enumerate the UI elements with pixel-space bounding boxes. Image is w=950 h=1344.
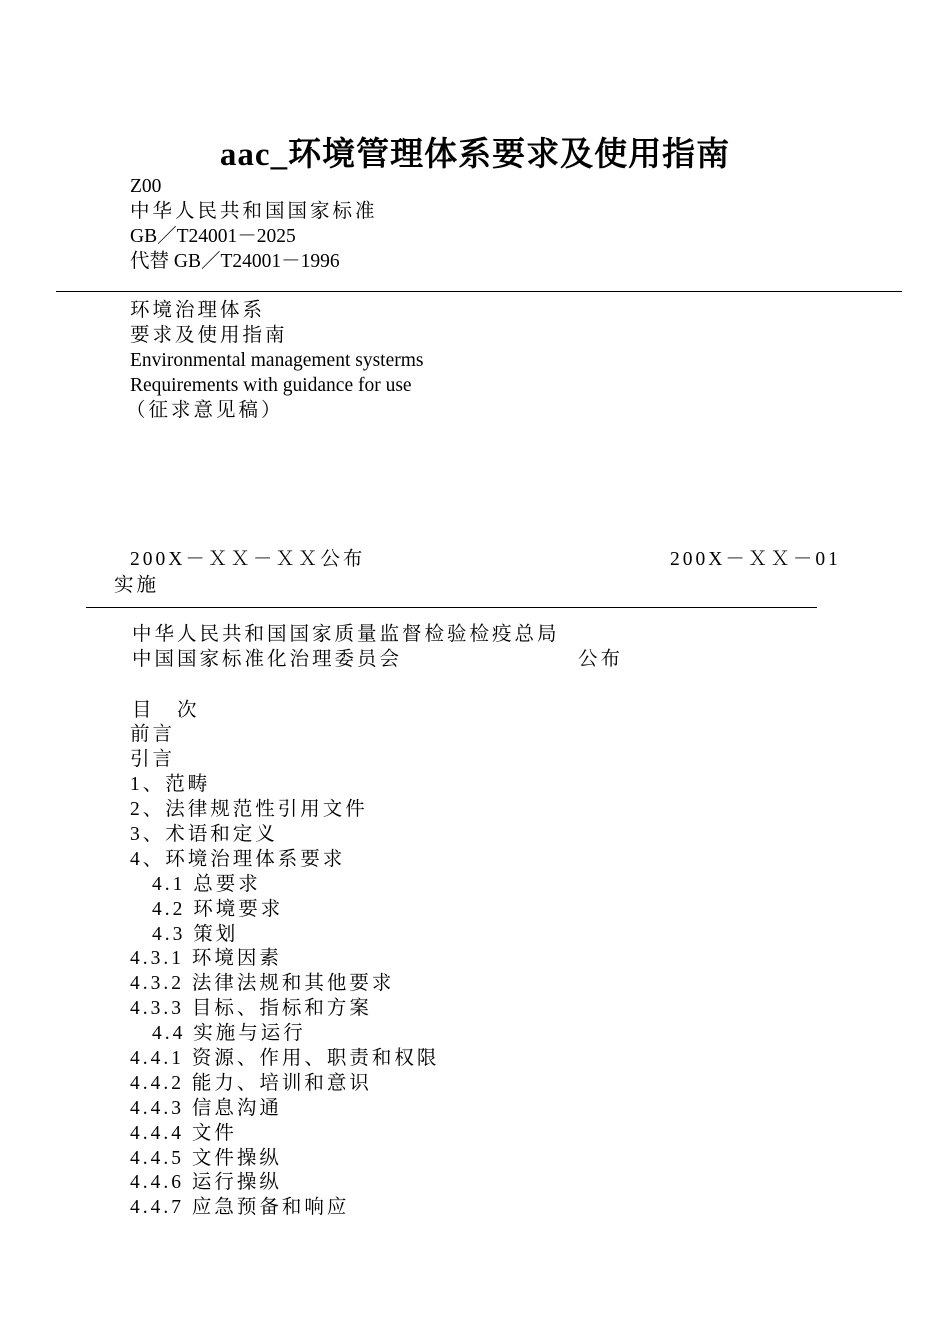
- toc-item: 4.4.7 应急预备和响应: [130, 1197, 350, 1218]
- toc-item: 前言: [130, 724, 176, 745]
- standard-number: GB／T24001－2025: [130, 226, 296, 247]
- standard-type: 中华人民共和国国家标准: [130, 201, 378, 222]
- toc-item: 4.4.4 文件: [130, 1123, 237, 1144]
- standard-name-zh-line2: 要求及使用指南: [130, 325, 288, 346]
- header-divider: [56, 291, 902, 292]
- toc-item: 4.3 策划: [152, 924, 239, 945]
- implement-label: 实施: [114, 575, 160, 596]
- dates-divider: [86, 607, 817, 608]
- standard-name-en-line2: Requirements with guidance for use: [130, 375, 412, 396]
- standard-name-zh-line1: 环境治理体系: [130, 300, 266, 321]
- toc-item: 4.3.2 法律法规和其他要求: [130, 973, 395, 994]
- draft-note: （征求意见稿）: [126, 400, 284, 421]
- toc-item: 4.4 实施与运行: [152, 1023, 306, 1044]
- toc-item: 4.3.1 环境因素: [130, 948, 282, 969]
- toc-item: 4.4.5 文件操纵: [130, 1148, 282, 1169]
- toc-item: 4.4.3 信息沟通: [130, 1098, 282, 1119]
- replaces-standard: 代替 GB／T24001－1996: [130, 251, 340, 272]
- document-title: aac_环境管理体系要求及使用指南: [219, 137, 731, 173]
- toc-item: 4.4.1 资源、作用、职责和权限: [130, 1048, 440, 1069]
- publish-date: 200X－ＸＸ－ＸＸ公布: [130, 549, 366, 570]
- toc-item: 4.1 总要求: [152, 874, 261, 895]
- toc-heading: 目 次: [132, 700, 200, 721]
- standard-name-en-line1: Environmental management systerms: [130, 350, 424, 371]
- toc-item: 2、法律规范性引用文件: [130, 799, 368, 820]
- issuer-line1: 中华人民共和国国家质量监督检验检疫总局: [132, 624, 560, 645]
- toc-item: 3、术语和定义: [130, 824, 278, 845]
- toc-item: 4.3.3 目标、指标和方案: [130, 998, 372, 1019]
- toc-item: 4.4.6 运行操纵: [130, 1172, 282, 1193]
- toc-item: 4.2 环境要求: [152, 899, 284, 920]
- toc-item: 引言: [130, 749, 176, 770]
- issuer-line2: 中国国家标准化治理委员会: [132, 649, 403, 670]
- toc-item: 4.4.2 能力、培训和意识: [130, 1073, 372, 1094]
- toc-item: 4、环境治理体系要求: [130, 849, 346, 870]
- classification-code: Z00: [130, 176, 162, 197]
- publish-label: 公布: [578, 649, 624, 670]
- toc-item: 1、范畴: [130, 774, 211, 795]
- implement-date: 200X－ＸＸ－01: [670, 549, 841, 570]
